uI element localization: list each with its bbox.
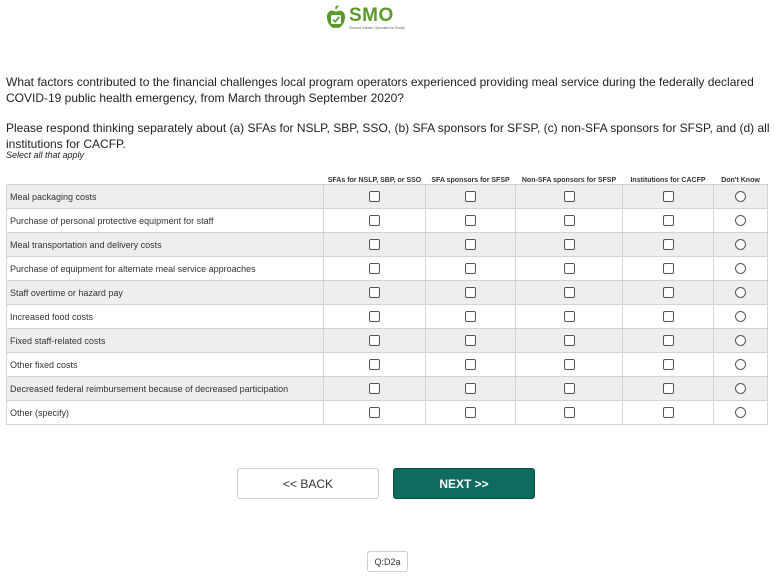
grid-row bbox=[7, 401, 768, 425]
grid-cell bbox=[714, 233, 768, 257]
checkbox[interactable] bbox=[465, 311, 476, 322]
row-label: Fixed staff-related costs bbox=[7, 329, 324, 353]
grid-cell bbox=[623, 233, 714, 257]
question-instruction: Please respond thinking separately about (a) SFAs for NSLP, SBP, SSO, (b) SFA sponsors for SFSP, (c) non-SFA sponsors for SFSP, and (d) all institutions for CACFP. bbox=[6, 121, 770, 151]
checkbox[interactable] bbox=[465, 287, 476, 298]
grid-cell bbox=[516, 305, 623, 329]
grid-cell bbox=[516, 377, 623, 401]
grid-cell bbox=[714, 209, 768, 233]
grid-cell bbox=[714, 185, 768, 209]
dont-know-radio[interactable] bbox=[735, 383, 746, 394]
grid-cell bbox=[516, 185, 623, 209]
dont-know-radio[interactable] bbox=[735, 263, 746, 274]
row-label: Other fixed costs bbox=[7, 353, 324, 377]
checkbox[interactable] bbox=[564, 311, 575, 322]
grid-row bbox=[7, 353, 768, 377]
checkbox[interactable] bbox=[369, 335, 380, 346]
grid-cell bbox=[426, 281, 516, 305]
row-label: Increased food costs bbox=[7, 305, 324, 329]
grid-cell bbox=[426, 401, 516, 425]
grid-cell bbox=[426, 377, 516, 401]
checkbox[interactable] bbox=[369, 191, 380, 202]
grid-cell bbox=[516, 329, 623, 353]
row-label: Meal packaging costs bbox=[7, 185, 324, 209]
grid-row bbox=[7, 257, 768, 281]
checkbox[interactable] bbox=[564, 263, 575, 274]
grid-cell bbox=[426, 257, 516, 281]
checkbox[interactable] bbox=[465, 263, 476, 274]
smo-logo bbox=[326, 4, 405, 34]
grid-cell bbox=[714, 305, 768, 329]
grid-cell bbox=[714, 353, 768, 377]
checkbox[interactable] bbox=[564, 215, 575, 226]
grid-cell bbox=[426, 233, 516, 257]
checkbox[interactable] bbox=[465, 359, 476, 370]
grid-cell bbox=[324, 329, 426, 353]
question-text: What factors contributed to the financial challenges local program operators experienced providing meal service during the federally declared COVID-19 public health emergency, from March through September 2020? bbox=[6, 75, 754, 105]
checkbox[interactable] bbox=[663, 191, 674, 202]
grid-cell bbox=[324, 185, 426, 209]
grid-row bbox=[7, 233, 768, 257]
checkbox[interactable] bbox=[663, 335, 674, 346]
grid-cell bbox=[714, 401, 768, 425]
grid-cell bbox=[714, 377, 768, 401]
grid-cell bbox=[426, 305, 516, 329]
grid-cell bbox=[623, 257, 714, 281]
grid-cell bbox=[714, 281, 768, 305]
checkbox[interactable] bbox=[564, 191, 575, 202]
column-header: Non-SFA sponsors for SFSP bbox=[521, 177, 617, 184]
dont-know-radio[interactable] bbox=[735, 287, 746, 298]
logo-subtitle: School Meals Operations Study bbox=[349, 25, 406, 30]
grid-cell bbox=[623, 329, 714, 353]
checkbox[interactable] bbox=[663, 239, 674, 250]
checkbox[interactable] bbox=[369, 263, 380, 274]
grid-cell bbox=[623, 377, 714, 401]
grid-cell bbox=[516, 233, 623, 257]
checkbox[interactable] bbox=[465, 215, 476, 226]
dont-know-radio[interactable] bbox=[735, 335, 746, 346]
grid-row bbox=[7, 305, 768, 329]
grid-cell bbox=[623, 401, 714, 425]
row-label: Staff overtime or hazard pay bbox=[7, 281, 324, 305]
checkbox[interactable] bbox=[369, 311, 380, 322]
grid-row bbox=[7, 281, 768, 305]
checkbox[interactable] bbox=[369, 383, 380, 394]
row-label: Purchase of personal protective equipment for staff bbox=[7, 209, 324, 233]
back-button[interactable]: << BACK bbox=[237, 468, 379, 499]
next-button[interactable]: NEXT >> bbox=[393, 468, 535, 499]
grid-cell bbox=[324, 377, 426, 401]
dont-know-radio[interactable] bbox=[735, 239, 746, 250]
checkbox[interactable] bbox=[663, 383, 674, 394]
grid-cell bbox=[714, 257, 768, 281]
grid-cell bbox=[516, 401, 623, 425]
response-grid bbox=[6, 171, 768, 425]
grid-cell bbox=[516, 281, 623, 305]
question-id-badge: Q:D2a bbox=[367, 551, 408, 572]
dont-know-radio[interactable] bbox=[735, 407, 746, 418]
grid-cell bbox=[623, 185, 714, 209]
grid-cell bbox=[714, 329, 768, 353]
apple-check-icon bbox=[326, 4, 346, 30]
logo-brand: SMO bbox=[349, 5, 394, 26]
grid-cell bbox=[623, 353, 714, 377]
checkbox[interactable] bbox=[663, 263, 674, 274]
grid-row bbox=[7, 329, 768, 353]
checkbox[interactable] bbox=[369, 215, 380, 226]
checkbox[interactable] bbox=[663, 287, 674, 298]
grid-cell bbox=[516, 257, 623, 281]
grid-cell bbox=[426, 185, 516, 209]
dont-know-radio[interactable] bbox=[735, 215, 746, 226]
checkbox[interactable] bbox=[663, 407, 674, 418]
grid-cell bbox=[623, 281, 714, 305]
column-header: SFA sponsors for SFSP bbox=[431, 177, 510, 184]
grid-cell bbox=[324, 233, 426, 257]
row-label: Decreased federal reimbursement because of decreased participation bbox=[7, 377, 324, 401]
checkbox[interactable] bbox=[465, 383, 476, 394]
dont-know-radio[interactable] bbox=[735, 311, 746, 322]
checkbox[interactable] bbox=[369, 359, 380, 370]
row-label: Other (specify) bbox=[7, 401, 324, 425]
grid-cell bbox=[324, 305, 426, 329]
grid-cell bbox=[516, 209, 623, 233]
checkbox[interactable] bbox=[564, 359, 575, 370]
grid-row bbox=[7, 209, 768, 233]
checkbox[interactable] bbox=[465, 191, 476, 202]
grid-cell bbox=[324, 353, 426, 377]
checkbox[interactable] bbox=[465, 335, 476, 346]
column-header: Don't Know bbox=[721, 177, 760, 184]
checkbox[interactable] bbox=[663, 215, 674, 226]
grid-cell bbox=[426, 209, 516, 233]
checkbox[interactable] bbox=[369, 407, 380, 418]
row-label-header bbox=[7, 171, 324, 185]
checkbox[interactable] bbox=[564, 407, 575, 418]
checkbox[interactable] bbox=[564, 335, 575, 346]
checkbox[interactable] bbox=[564, 239, 575, 250]
checkbox[interactable] bbox=[564, 383, 575, 394]
grid-cell bbox=[324, 401, 426, 425]
checkbox[interactable] bbox=[564, 287, 575, 298]
grid-cell bbox=[324, 257, 426, 281]
grid-row bbox=[7, 185, 768, 209]
checkbox[interactable] bbox=[663, 359, 674, 370]
select-all-note: Select all that apply bbox=[6, 150, 85, 160]
row-label: Meal transportation and delivery costs bbox=[7, 233, 324, 257]
column-header: Institutions for CACFP bbox=[630, 177, 706, 184]
checkbox[interactable] bbox=[369, 239, 380, 250]
checkbox[interactable] bbox=[465, 407, 476, 418]
checkbox[interactable] bbox=[663, 311, 674, 322]
grid-cell bbox=[516, 353, 623, 377]
checkbox[interactable] bbox=[369, 287, 380, 298]
checkbox[interactable] bbox=[465, 239, 476, 250]
dont-know-radio[interactable] bbox=[735, 359, 746, 370]
grid-cell bbox=[426, 353, 516, 377]
grid-cell bbox=[623, 305, 714, 329]
row-label: Purchase of equipment for alternate meal service approaches bbox=[7, 257, 324, 281]
grid-cell bbox=[623, 209, 714, 233]
grid-cell bbox=[324, 281, 426, 305]
grid-cell bbox=[426, 329, 516, 353]
grid-cell bbox=[324, 209, 426, 233]
column-header: SFAs for NSLP, SBP, or SSO bbox=[327, 177, 422, 184]
grid-row bbox=[7, 377, 768, 401]
dont-know-radio[interactable] bbox=[735, 191, 746, 202]
